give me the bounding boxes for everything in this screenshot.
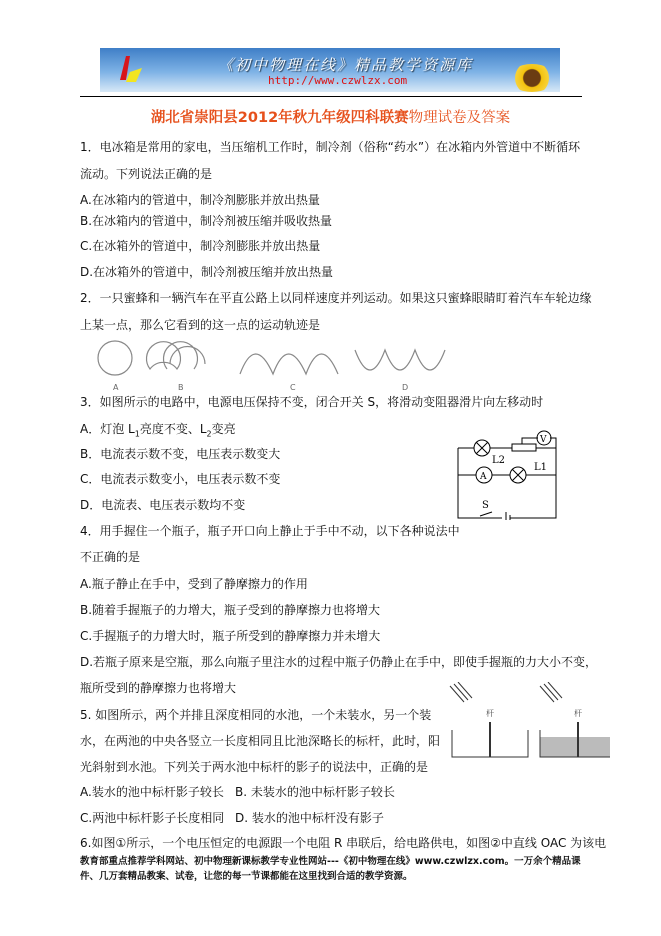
q4-option-b: B.随着手握瓶子的力增大，瓶子受到的静摩擦力也将增大 (80, 603, 381, 617)
q1-option-d: D.在冰箱外的管道中，制冷剂被压缩并放出热量 (80, 265, 334, 279)
option-label-d: D (402, 383, 409, 392)
banner-url: http://www.czwlzx.com (268, 74, 408, 87)
q2-stem: 2．一只蜜蜂和一辆汽车在平直公路上以同样速度并列运动。如果这只蜜蜂眼睛盯着汽车车轮边缘 (80, 291, 592, 305)
option-label-b: B (178, 383, 184, 392)
q4-option-d: D.若瓶子原来是空瓶，那么向瓶子里注水的过程中瓶子仍静止在手中，即使手握瓶的力大小不变， (80, 655, 598, 669)
voltmeter-label: V (540, 435, 547, 445)
q1-option-c: C.在冰箱外的管道中，制冷剂膨胀并放出热量 (80, 239, 321, 253)
option-label-c: C (290, 383, 296, 392)
q6-stem: 6.如图①所示，一个电压恒定的电源跟一个电阻 R 串联后，给电路供电，如图②中直线 OAC 为该电 (80, 836, 607, 850)
q5-option-d: D. 装水的池中标杆没有影子 (235, 811, 384, 825)
q3-option-b: B．电流表示数不变，电压表示数变大 (80, 447, 281, 461)
title-normal: 物理试卷及答案 (408, 110, 511, 126)
q3-option-d: D．电流表、电压表示数均不变 (80, 498, 246, 512)
pole-label-right: 杆 (574, 709, 582, 718)
q3-option-a: A．灯泡 $L_1$亮度不变、$L_2$变亮 (80, 422, 236, 439)
ammeter-label: A (480, 472, 487, 482)
sunflower-image (508, 64, 556, 92)
site-banner (100, 48, 560, 92)
q1-option-a: A.在冰箱内的管道中，制冷剂膨胀并放出热量 (80, 193, 320, 207)
q4-option-c: C.手握瓶子的力增大时，瓶子所受到的静摩擦力并未增大 (80, 629, 381, 643)
q5-stem-cont: 水，在两池的中央各竖立一长度相同且比池深略长的标杆，此时，阳 (80, 734, 441, 748)
switch-label: S (482, 500, 489, 511)
q5-stem-cont2: 光斜射到水池。下列关于两水池中标杆的影子的说法中，正确的是 (80, 760, 429, 774)
title-bold: 湖北省崇阳县2012年秋九年级四科联赛 (150, 110, 409, 126)
q3-option-c: C．电流表示数变小，电压表示数不变 (80, 472, 281, 486)
q1-option-b: B.在冰箱内的管道中，制冷剂被压缩并吸收热量 (80, 214, 333, 228)
q5-option-c: C.两池中标杆影子长度相同 (80, 811, 225, 825)
lamp-l2-label: L2 (492, 455, 506, 466)
q4-stem-cont: 不正确的是 (80, 550, 141, 564)
q3-stem: 3．如图所示的电路中，电源电压保持不变，闭合开关 S，将滑动变阻器滑片向左移动时 (80, 395, 544, 409)
site-logo (118, 54, 144, 86)
divider (80, 96, 582, 97)
pole-label-left: 杆 (486, 709, 494, 718)
q5-option-a: A.装水的池中标杆影子较长 (80, 785, 224, 799)
q4-option-d-cont: 瓶所受到的静摩擦力也将增大 (80, 681, 237, 695)
trajectory-figure (90, 334, 470, 392)
q5-option-b: B. 未装水的池中标杆影子较长 (235, 785, 395, 799)
banner-title: 《初中物理在线》精品教学资源库 (218, 56, 474, 74)
q4-option-a: A.瓶子静止在手中，受到了静摩擦力的作用 (80, 577, 308, 591)
q2-stem-cont: 上某一点，那么它看到的这一点的运动轨迹是 (80, 318, 321, 332)
lamp-l1-label: L1 (534, 462, 548, 473)
q4-stem: 4．用手握住一个瓶子，瓶子开口向上静止于手中不动，以下各种说法中 (80, 524, 460, 538)
page-title (0, 106, 661, 127)
q5-stem: 5. 如图所示，两个并排且深度相同的水池，一个未装水，另一个装 (80, 708, 432, 722)
option-label-a: A (113, 383, 119, 392)
q1-stem: 1．电冰箱是常用的家电，当压缩机工作时，制冷剂（俗称“药水”）在冰箱内外管道中不断循环 (80, 140, 581, 154)
pool-figure (440, 682, 610, 760)
footer-line-2: 件、几万套精品教案、试卷，让您的每一节课都能在这里找到合适的教学资源。 (80, 871, 413, 882)
q1-stem-cont: 流动。下列说法正确的是 (80, 167, 213, 181)
footer-line-1: 教育部重点推荐学科网站、初中物理新课标教学专业性网站---《初中物理在线》www.czwlzx.com。一万余个精品课 (80, 856, 581, 867)
circuit-diagram (450, 430, 570, 520)
